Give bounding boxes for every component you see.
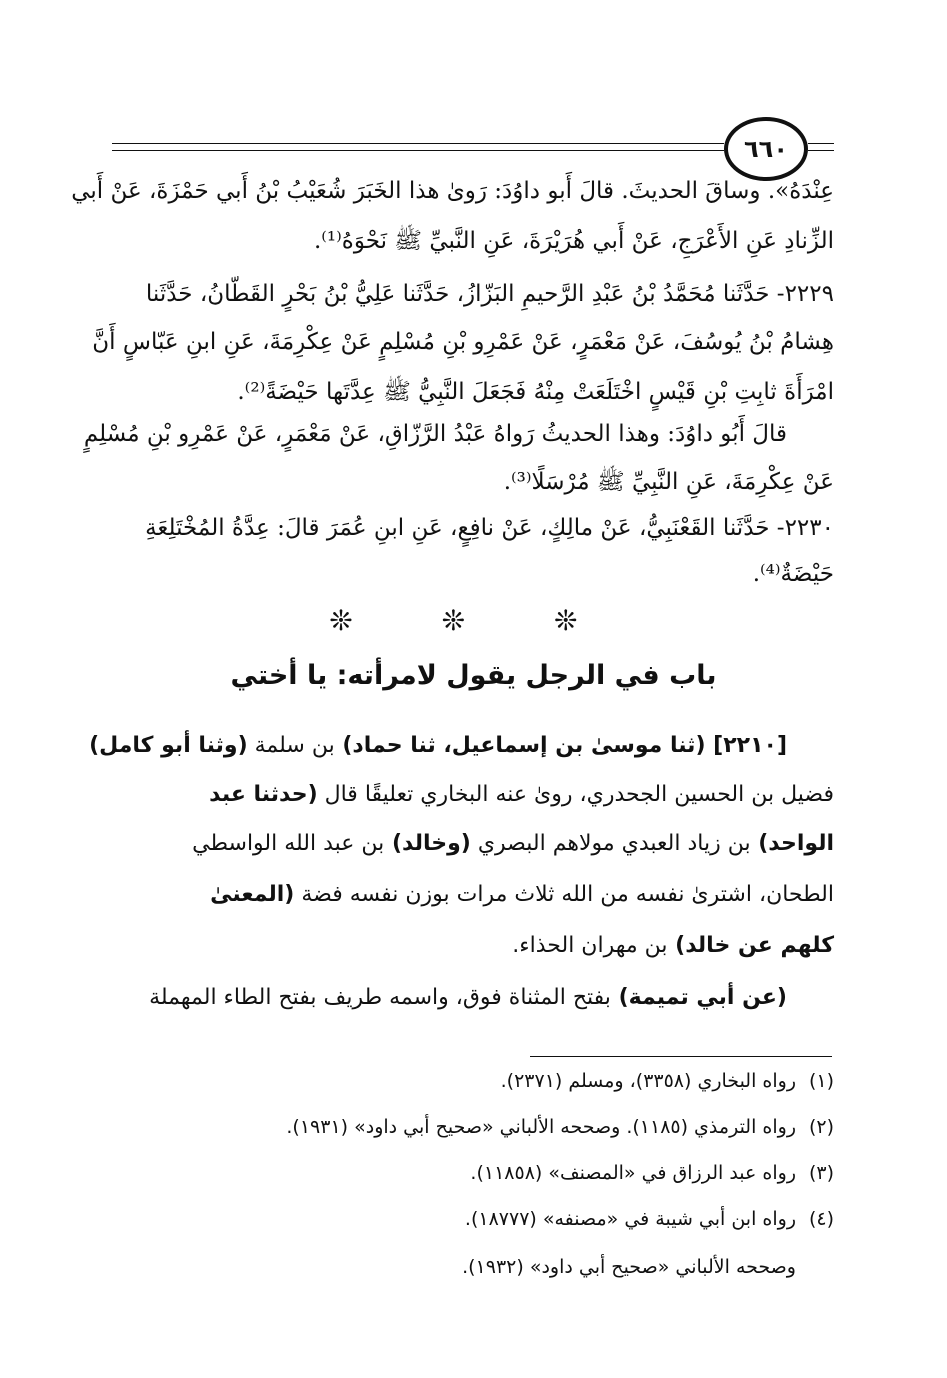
footnote <box>465 1208 834 1230</box>
commentary-line <box>192 831 834 856</box>
commentary-bold-segment: (حدثنا عبد <box>209 782 318 807</box>
commentary-bold-segment: كلهم عن خالد) <box>667 933 834 958</box>
footnote-text: رواه البخاري (٣٣٥٨)، ومسلم (٢٣٧١). <box>500 1070 796 1092</box>
commentary-bold-segment: (وثنا أبو كامل) <box>89 733 248 758</box>
commentary-segment: الطحان، اشترىٰ نفسه من الله ثلاث مرات بوزن نفسه فضة <box>294 882 834 907</box>
commentary-bold-segment: الواحد) <box>750 831 834 856</box>
footnote <box>501 1070 834 1092</box>
footnote-number: (١) <box>808 1070 834 1092</box>
hadith-line: عَنْ عِكْرِمَةَ، عَنِ النَّبِيِّ ﷺ مُرْسَلًا⁽³⁾. <box>503 469 834 495</box>
footnote-number: (٣) <box>808 1162 834 1184</box>
hadith-line: ٢٢٣٠- حَدَّثَنا القَعْنَبِيُّ، عَنْ مالِكٍ، عَنْ نافِعٍ، عَنِ ابنِ عُمَرَ قالَ: عِدَّةُ المُخْتَلِعَةِ <box>145 515 834 541</box>
footnote-number: (٢) <box>808 1116 834 1138</box>
commentary-segment: بفتح المثناة فوق، واسمه طريف بفتح الطاء المهملة <box>149 985 611 1010</box>
hadith-line: قالَ أَبُو داوُدَ: وهذا الحديثُ رَواهُ عَبْدُ الرَّزّاقِ، عَنْ مَعْمَرٍ، عَنْ عَمْرِو بْنِ مُسْلِمٍ <box>83 421 787 447</box>
header-rule-right-top <box>808 143 834 144</box>
header-rule-right-bottom <box>808 150 834 151</box>
commentary-line <box>209 782 834 807</box>
footnote-rule <box>530 1056 832 1057</box>
footnote-text: رواه ابن أبي شيبة في «مصنفه» (١٨٧٧٧). <box>464 1208 796 1230</box>
commentary-segment: فضيل بن الحسين الجحدري، روىٰ عنه البخاري تعليقًا قال <box>317 782 834 807</box>
commentary-segment: بن مهران الحذاء. <box>512 933 668 958</box>
chapter-heading: باب في الرجل يقول لامرأته: يا أختي <box>230 660 717 691</box>
commentary-line <box>89 733 787 758</box>
hadith-line: هِشامُ بْنُ يُوسُفَ، عَنْ مَعْمَرٍ، عَنْ عَمْرِو بْنِ مُسْلِمٍ عَنْ عِكْرِمَةَ، عَنِ ابنِ عَبّاسٍ أَنَّ <box>92 329 834 355</box>
hadith-line: عِنْدَهُ». وساقَ الحديثَ. قالَ أَبو داوُدَ: رَوىٰ هذا الخَبَرَ شُعَيْبُ بْنُ أَبي حَمْزَةَ، عَنْ أَبي <box>71 178 834 204</box>
header-rule-top <box>112 143 724 144</box>
commentary-line <box>512 933 834 958</box>
section-separator: ❊ ❊ ❊ <box>329 604 618 637</box>
commentary-segment: بن زياد العبدي مولاهم البصري <box>470 831 751 856</box>
header-rule-bottom <box>112 150 724 151</box>
commentary-line <box>210 882 834 907</box>
hadith-line: الزِّنادِ عَنِ الأَعْرَجِ، عَنْ أَبي هُرَيْرَةَ، عَنِ النَّبيِّ ﷺ نَحْوَهُ⁽¹⁾. <box>313 228 834 254</box>
footnote-text: رواه عبد الرزاق في «المصنف» (١١٨٥٨). <box>470 1162 796 1184</box>
footnote-text: رواه الترمذي (١١٨٥). وصححه الألباني «صحيح أبي داود» (١٩٣١). <box>286 1116 796 1138</box>
commentary-bold-segment: (عن أبي تميمة) <box>610 985 787 1010</box>
page-number: ٦٦٠ <box>724 117 808 181</box>
commentary-segment: بن سلمة <box>247 733 335 758</box>
footnote <box>286 1116 834 1138</box>
footnote-continuation: وصححه الألباني «صحيح أبي داود» (١٩٣٢). <box>462 1256 796 1278</box>
commentary-bold-segment: [٢٢١٠] (ثنا موسىٰ بن إسماعيل، ثنا حماد) <box>334 733 787 758</box>
commentary-segment: بن عبد الله الواسطي <box>192 831 385 856</box>
hadith-line: ٢٢٢٩- حَدَّثَنا مُحَمَّدُ بْنُ عَبْدِ الرَّحيمِ البَزّازُ، حَدَّثَنا عَلِيُّ بْنُ بَحْرٍ القَطّانُ، حَدَّثَنا <box>145 281 834 307</box>
hadith-line: حَيْضَةٌ⁽⁴⁾. <box>752 561 834 587</box>
footnote <box>470 1162 834 1184</box>
commentary-bold-segment: (المعنىٰ <box>210 882 295 907</box>
commentary-bold-segment: (وخالد) <box>384 831 471 856</box>
commentary-line <box>149 985 787 1010</box>
hadith-line: امْرَأَةَ ثابِتِ بْنِ قَيْسٍ اخْتَلَعَتْ مِنْهُ فَجَعَلَ النَّبِيُّ ﷺ عِدَّتَها حَيْضَةً⁽²⁾. <box>237 379 834 405</box>
footnote-number: (٤) <box>808 1208 834 1230</box>
